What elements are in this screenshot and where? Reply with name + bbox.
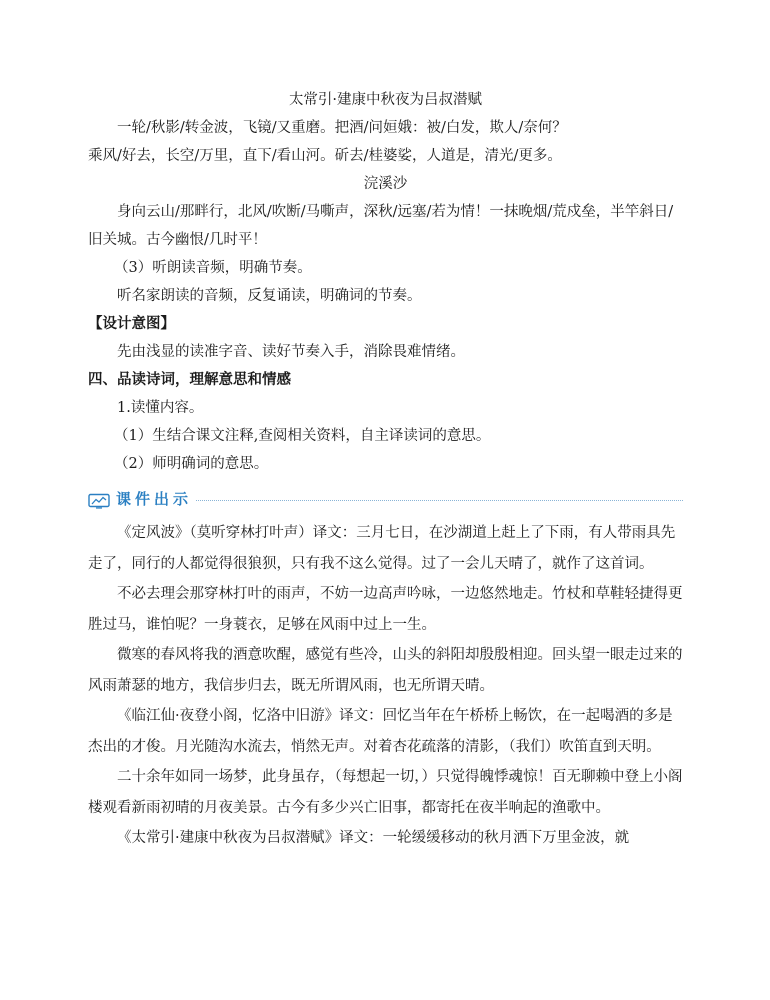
document-body <box>88 86 683 854</box>
translation-paragraph: 《太常引·建康中秋夜为吕叔潜赋》译文：一轮缓缓移动的秋月洒下万里金波，就 <box>117 830 630 846</box>
section-4-heading: 四、品读诗词，理解意思和情感 <box>88 371 291 388</box>
poem-line: 乘风/好去，长空/万里，直下/看山河。斫去/桂婆娑，人道是，清光/更多。 <box>88 148 562 164</box>
translation-paragraph: 不必去理会那穿林打叶的雨声，不妨一边高声吟咏，一边悠然地走。竹杖和草鞋轻捷得更胜过马，谁怕呢？一身蓑衣，足够在风雨中过上一生。 <box>88 586 683 633</box>
translation-paragraph: 二十余年如同一场梦，此身虽存，（每想起一切，）只觉得魄悸魂惊！百无聊赖中登上小阁楼观看新雨初晴的月夜美景。古今有多少兴亡旧事，都寄托在夜半响起的渔歌中。 <box>88 769 683 816</box>
poem-line: 身向云山/那畔行，北风/吹断/马嘶声，深秋/远塞/若为情！一抹晚烟/荒戍垒，半竿斜日/旧关城。古今幽恨/几时平！ <box>88 204 674 248</box>
presentation-icon <box>88 491 110 507</box>
step-3-desc: 听名家朗读的音频，反复诵读，明确词的节奏。 <box>117 288 422 304</box>
item-1-2: （2）师明确词的意思。 <box>114 456 269 472</box>
translations <box>88 518 683 854</box>
poem-title-taichangyin: 太常引·建康中秋夜为吕叔潜赋 <box>288 92 483 108</box>
translation-paragraph: 《临江仙·夜登小阁，忆洛中旧游》译文：回忆当年在午桥桥上畅饮，在一起喝酒的多是杰出的才俊。月光随沟水流去，悄然无声。对着杏花疏落的清影，（我们）吹笛直到天明。 <box>88 708 673 755</box>
design-intent-text: 先由浅显的读准字音、读好节奏入手，消除畏难情绪。 <box>117 344 465 360</box>
item-1-1: （1）生结合课文注释,查阅相关资料，自主译读词的意思。 <box>114 428 491 444</box>
step-3: （3）听朗读音频，明确节奏。 <box>114 260 312 276</box>
poem-title-huanxisha: 浣溪沙 <box>363 176 408 192</box>
translation-paragraph: 微寒的春风将我的酒意吹醒，感觉有些冷，山头的斜阳却殷殷相迎。回头望一眼走过来的风雨萧瑟的地方，我信步归去，既无所谓风雨，也无所谓天晴。 <box>88 647 683 694</box>
translation-paragraph: 《定风波》（莫听穿林打叶声）译文：三月七日，在沙湖道上赶上了下雨，有人带雨具先走了，同行的人都觉得很狼狈，只有我不这么觉得。过了一会儿天晴了，就作了这首词。 <box>88 525 676 572</box>
poem-line: 一轮/秋影/转金波，飞镜/又重磨。把酒/问姮娥：被/白发，欺人/奈何？ <box>117 120 567 136</box>
courseware-banner <box>88 488 683 510</box>
courseware-label: 课件出示 <box>116 490 193 508</box>
item-1: 1.读懂内容。 <box>117 400 204 416</box>
design-intent-heading: 【设计意图】 <box>88 315 175 332</box>
divider <box>196 500 683 501</box>
